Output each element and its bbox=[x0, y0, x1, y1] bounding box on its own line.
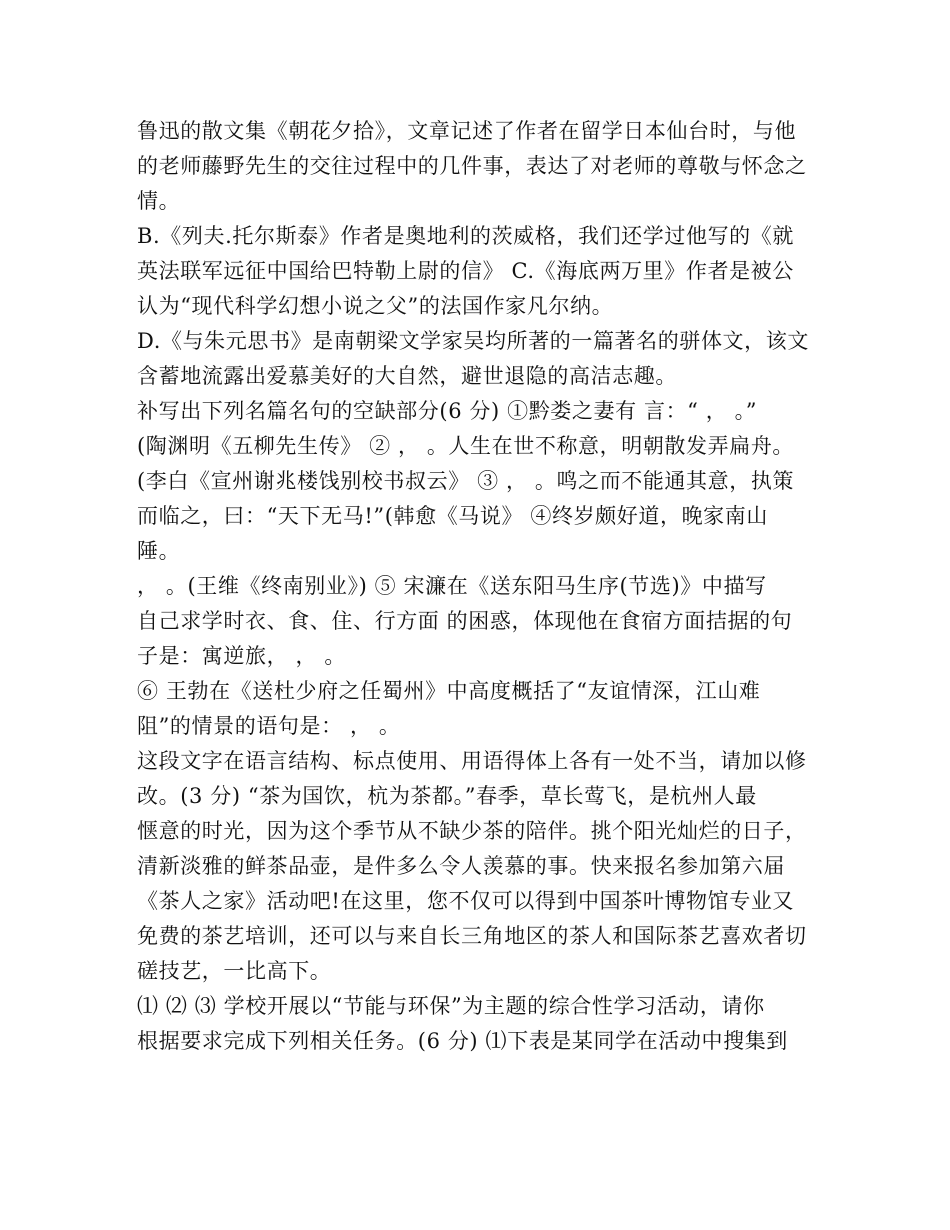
text-line: 阻”的情景的语句是： ， 。 bbox=[137, 714, 401, 738]
text-line: 磋技艺，一比高下。 bbox=[137, 959, 332, 983]
text-line: 认为“现代科学幻想小说之父”的法国作家凡尔纳。 bbox=[137, 294, 614, 318]
text-line: 而临之，曰：“天下无马!”(韩愈《马说》 ④终岁颇好道，晚家南山 bbox=[137, 504, 768, 528]
text-line: 这段文字在语言结构、标点使用、用语得体上各有一处不当，请加以修 bbox=[137, 749, 807, 773]
text-line: (陶渊明《五柳先生传》 ② ， 。人生在世不称意，明朝散发弄扁舟。 bbox=[137, 434, 795, 458]
text-line: 根据要求完成下列相关任务。(6 分) ⑴下表是某同学在活动中搜集到 bbox=[137, 1029, 788, 1053]
text-line: 改。(3 分) “茶为国饮，杭为茶都。”春季，草长莺飞，是杭州人最 bbox=[137, 784, 757, 808]
text-line: B.《列夫.托尔斯泰》作者是奥地利的茨威格，我们还学过他写的《就 bbox=[137, 224, 794, 248]
text-line: ， 。(王维《终南别业》) ⑤ 宋濂在《送东阳马生序(节选)》中描写 bbox=[137, 574, 767, 598]
text-line: 清新淡雅的鲜茶品壶，是件多么令人羡慕的事。快来报名参加第六届 bbox=[137, 854, 785, 878]
text-line: (李白《宣州谢兆楼饯别校书叔云》 ③ ， 。鸣之而不能通其意，执策 bbox=[137, 469, 795, 493]
text-line: 补写出下列名篇名句的空缺部分(6 分) ①黔娄之妻有 言：“ ， 。” bbox=[137, 399, 758, 423]
text-line: ⑴ ⑵ ⑶ 学校开展以“节能与环保”为主题的综合性学习活动，请你 bbox=[137, 994, 765, 1018]
text-line: 陲。 bbox=[137, 539, 181, 563]
text-line: 自己求学时衣、食、住、行方面 的困惑，体现他在食宿方面拮据的句 bbox=[137, 609, 793, 633]
text-line: ⑥ 王勃在《送杜少府之任蜀州》中高度概括了“友谊情深，江山难 bbox=[137, 679, 761, 703]
text-line: 惬意的时光，因为这个季节从不缺少茶的陪伴。挑个阳光灿烂的日子， bbox=[137, 819, 807, 843]
text-line: 含蓄地流露出爱慕美好的大自然，避世退隐的高洁志趣。 bbox=[137, 364, 677, 388]
document-body bbox=[137, 114, 817, 1059]
text-line: 《茶人之家》活动吧!在这里，您不仅可以得到中国茶叶博物馆专业又 bbox=[137, 889, 795, 913]
text-line: 子是：寓逆旅， ， 。 bbox=[137, 644, 346, 668]
text-line: 的老师藤野先生的交往过程中的几件事，表达了对老师的尊敬与怀念之 bbox=[137, 154, 807, 178]
text-line: 免费的茶艺培训，还可以与来自长三角地区的茶人和国际茶艺喜欢者切 bbox=[137, 924, 807, 948]
text-line: D.《与朱元思书》是南朝梁文学家吴均所著的一篇著名的骈体文，该文 bbox=[137, 329, 809, 353]
text-line: 鲁迅的散文集《朝花夕拾》，文章记述了作者在留学日本仙台时，与他 bbox=[137, 119, 797, 143]
text-line: 英法联军远征中国给巴特勒上尉的信》 C.《海底两万里》作者是被公 bbox=[137, 259, 794, 283]
text-line: 情。 bbox=[137, 189, 181, 213]
